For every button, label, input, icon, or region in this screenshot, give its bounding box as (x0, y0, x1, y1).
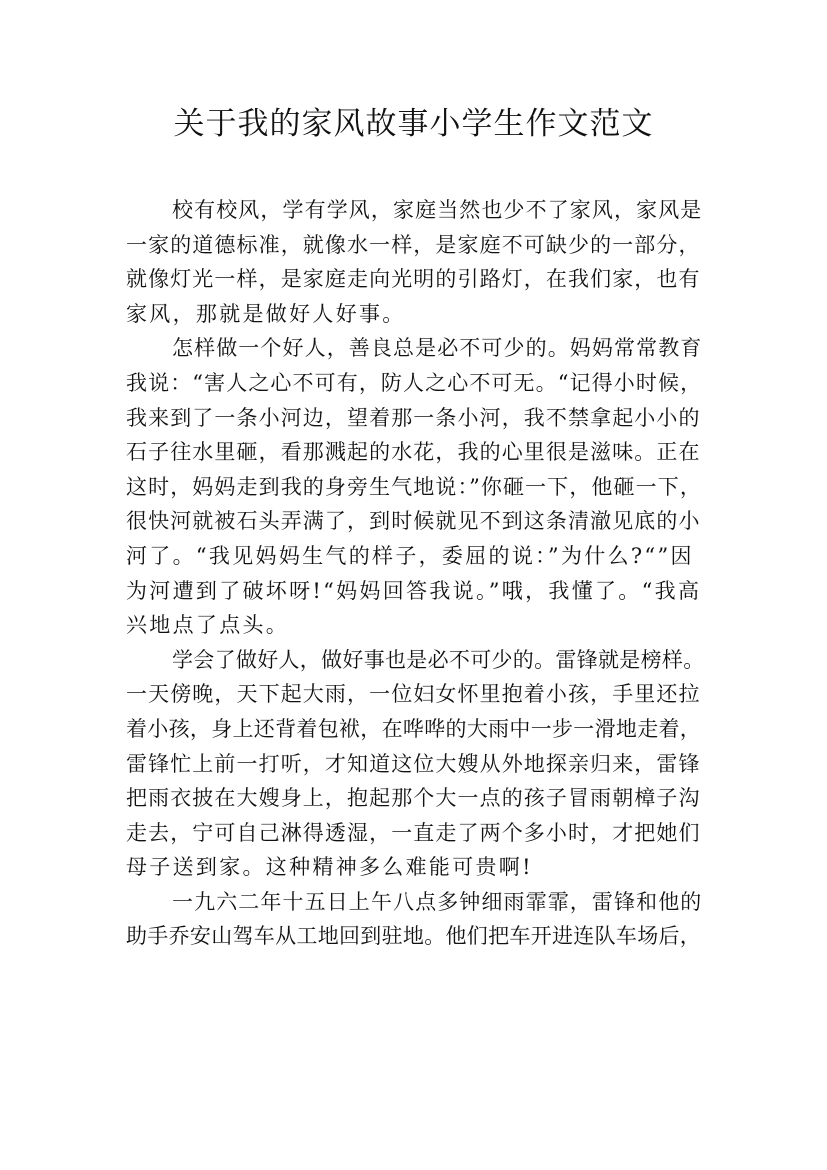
text-line: 为河遭到了破坏呀!“妈妈回答我说。”哦，我懂了。“我高 (126, 578, 702, 603)
text-line: 很快河就被石头弄满了，到时候就见不到这条清澈见底的小 (126, 509, 701, 534)
text-line: 怎样做一个好人，善良总是必不可少的。妈妈常常教育 (172, 336, 703, 361)
text-line: 一九六二年十五日上午八点多钟细雨霏霏，雷锋和他的 (172, 889, 703, 914)
text-line: 校有校风，学有学风，家庭当然也少不了家风，家风是 (172, 198, 703, 222)
text-line: 学会了做好人，做好事也是必不可少的。雷锋就是榜样。 (172, 647, 705, 672)
text-line: 这时，妈妈走到我的身旁生气地说：”你砸一下，他砸一下， (126, 474, 702, 499)
text-line: 把雨衣披在大嫂身上，抱起那个大一点的孩子冒雨朝樟子沟 (126, 786, 701, 811)
text-line: 兴地点了点头。 (126, 613, 290, 638)
text-line: 我来到了一条小河边，望着那一条小河，我不禁拿起小小的 (126, 405, 701, 430)
text-line: 一天傍晚，天下起大雨，一位妇女怀里抱着小孩，手里还拉 (126, 682, 701, 707)
text-line: 家风，那就是做好人好事。 (126, 301, 406, 326)
text-line: 我说：“害人之心不可有，防人之心不可无。“记得小时候， (126, 370, 703, 395)
document-body (126, 193, 704, 954)
text-line: 河了。“我见妈妈生气的样子，委屈的说：”为什么?“”因 (126, 543, 694, 568)
text-line: 母子送到家。这种精神多么难能可贵啊! (126, 855, 533, 880)
text-line: 石子往水里砸，看那溅起的水花，我的心里很是滋味。正在 (126, 440, 701, 465)
text-line: 就像灯光一样，是家庭走向光明的引路灯，在我们家，也有 (126, 267, 701, 292)
text-line: 雷锋忙上前一打听，才知道这位大嫂从外地探亲归来，雷锋 (126, 751, 701, 776)
document-title: 关于我的家风故事小学生作文范文 (173, 106, 654, 142)
text-line: 助手乔安山驾车从工地回到驻地。他们把车开进连队车场后， (126, 924, 702, 949)
text-line: 着小孩，身上还背着包袱，在哗哗的大雨中一步一滑地走着， (126, 716, 702, 741)
text-line: 走去，宁可自己淋得透湿，一直走了两个多小时，才把她们 (126, 820, 701, 845)
text-line: 一家的道德标准，就像水一样，是家庭不可缺少的一部分， (126, 232, 701, 257)
